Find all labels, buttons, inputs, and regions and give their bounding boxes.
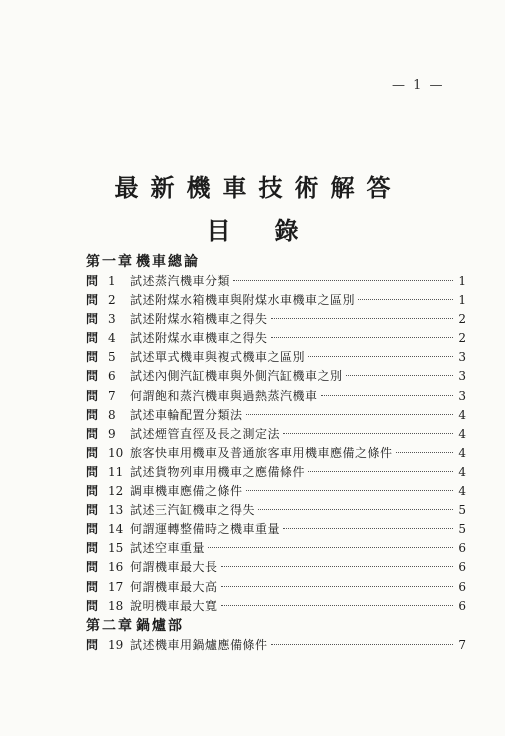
page-ref: 4 bbox=[458, 426, 466, 441]
page-ref: 5 bbox=[458, 503, 466, 518]
entry-text: 試述內側汽缸機車與外側汽缸機車之別 bbox=[130, 369, 343, 384]
question-number: 8 bbox=[108, 407, 116, 422]
page-ref: 6 bbox=[458, 560, 466, 575]
entry-text: 何謂運轉整備時之機車重量 bbox=[130, 522, 281, 537]
question-marker: 問 bbox=[86, 464, 99, 479]
toc-entry[interactable] bbox=[86, 348, 466, 367]
book-title: 最新機車技術解答 bbox=[114, 173, 403, 202]
entry-text: 試述單式機車與複式機車之區別 bbox=[130, 350, 306, 365]
chapter-heading bbox=[86, 252, 466, 272]
toc-entry[interactable] bbox=[86, 578, 466, 597]
question-number: 4 bbox=[108, 331, 116, 346]
page-ref: 6 bbox=[458, 598, 466, 613]
question-marker: 問 bbox=[86, 445, 99, 460]
toc-entry[interactable] bbox=[86, 272, 466, 291]
page-ref: 2 bbox=[458, 331, 466, 346]
page-ref: 4 bbox=[458, 407, 466, 422]
entry-text: 試述附煤水箱機車之得失 bbox=[130, 312, 268, 327]
table-of-contents bbox=[86, 252, 466, 655]
question-number: 12 bbox=[108, 484, 124, 499]
page-ref: 4 bbox=[458, 484, 466, 499]
toc-entry[interactable] bbox=[86, 425, 466, 444]
leader-dots bbox=[246, 414, 453, 415]
entry-text: 說明機車最大寬 bbox=[130, 598, 218, 613]
question-marker: 問 bbox=[86, 484, 99, 499]
page-ref: 7 bbox=[458, 637, 466, 652]
toc-entry[interactable] bbox=[86, 539, 466, 558]
page-ref: 3 bbox=[458, 388, 466, 403]
entry-text: 調車機車應備之條件 bbox=[130, 484, 243, 499]
entry-text: 旅客快車用機車及普通旅客車用機車應備之條件 bbox=[130, 445, 393, 460]
chapter-label: 第二章 bbox=[86, 617, 134, 634]
toc-entry[interactable] bbox=[86, 482, 466, 501]
leader-dots bbox=[271, 644, 453, 645]
toc-entry[interactable] bbox=[86, 501, 466, 520]
page-ref: 6 bbox=[458, 579, 466, 594]
question-number: 13 bbox=[108, 503, 124, 518]
toc-entry[interactable] bbox=[86, 406, 466, 425]
question-number: 5 bbox=[108, 350, 116, 365]
entry-text: 試述機車用鍋爐應備條件 bbox=[130, 637, 268, 652]
page-ref: 2 bbox=[458, 312, 466, 327]
entry-text: 試述空車重量 bbox=[130, 541, 206, 556]
question-marker: 問 bbox=[86, 579, 99, 594]
leader-dots bbox=[283, 528, 453, 529]
toc-entry[interactable] bbox=[86, 597, 466, 616]
question-number: 16 bbox=[108, 560, 124, 575]
page-ref: 5 bbox=[458, 522, 466, 537]
toc-entry[interactable] bbox=[86, 444, 466, 463]
page-ref: 3 bbox=[458, 369, 466, 384]
leader-dots bbox=[321, 395, 453, 396]
page-ref: 6 bbox=[458, 541, 466, 556]
toc-entry[interactable] bbox=[86, 387, 466, 406]
page-ref: 4 bbox=[458, 464, 466, 479]
entry-text: 何謂飽和蒸汽機車與過熱蒸汽機車 bbox=[130, 388, 318, 403]
leader-dots bbox=[246, 490, 453, 491]
entry-text: 試述蒸汽機車分類 bbox=[130, 274, 231, 288]
entry-text: 何謂機車最大高 bbox=[130, 579, 218, 594]
leader-dots bbox=[233, 280, 453, 281]
question-number: 15 bbox=[108, 541, 124, 556]
question-number: 17 bbox=[108, 579, 124, 594]
toc-entry[interactable] bbox=[86, 329, 466, 348]
leader-dots bbox=[346, 375, 453, 376]
question-marker: 問 bbox=[86, 541, 99, 556]
entry-text: 何謂機車最大長 bbox=[130, 560, 218, 575]
question-marker: 問 bbox=[86, 293, 99, 308]
question-marker: 問 bbox=[86, 522, 99, 537]
question-number: 2 bbox=[108, 293, 116, 308]
question-number: 11 bbox=[108, 464, 124, 479]
toc-entry[interactable] bbox=[86, 520, 466, 539]
question-number: 7 bbox=[108, 388, 116, 403]
question-marker: 問 bbox=[86, 312, 99, 327]
toc-heading: 目錄 bbox=[206, 216, 343, 245]
question-marker: 問 bbox=[86, 407, 99, 422]
leader-dots bbox=[396, 452, 453, 453]
entry-text: 試述車輪配置分類法 bbox=[130, 407, 243, 422]
entry-text: 試述貨物列車用機車之應備條件 bbox=[130, 464, 306, 479]
toc-entry[interactable] bbox=[86, 636, 466, 655]
question-marker: 問 bbox=[86, 331, 99, 346]
leader-dots bbox=[358, 299, 453, 300]
question-number: 19 bbox=[108, 637, 124, 652]
question-marker: 問 bbox=[86, 388, 99, 403]
chapter-label: 第一章 bbox=[86, 254, 134, 270]
question-marker: 問 bbox=[86, 369, 99, 384]
toc-entry[interactable] bbox=[86, 291, 466, 310]
chapter-heading bbox=[86, 616, 466, 636]
entry-text: 試述附煤水車機車之得失 bbox=[130, 331, 268, 346]
question-number: 3 bbox=[108, 312, 116, 327]
leader-dots bbox=[308, 356, 453, 357]
page-number: — 1 — bbox=[392, 78, 445, 93]
leader-dots bbox=[308, 471, 453, 472]
question-number: 18 bbox=[108, 598, 124, 613]
question-marker: 問 bbox=[86, 637, 99, 652]
leader-dots bbox=[258, 509, 453, 510]
question-marker: 問 bbox=[86, 426, 99, 441]
leader-dots bbox=[271, 337, 453, 338]
question-marker: 問 bbox=[86, 503, 99, 518]
question-marker: 問 bbox=[86, 274, 99, 288]
toc-entry[interactable] bbox=[86, 310, 466, 329]
entry-text: 試述三汽缸機車之得失 bbox=[130, 503, 256, 518]
page-ref: 1 bbox=[458, 293, 466, 308]
question-number: 1 bbox=[108, 274, 116, 288]
question-marker: 問 bbox=[86, 598, 99, 613]
question-number: 6 bbox=[108, 369, 116, 384]
chapter-title: 機車總論 bbox=[136, 254, 200, 270]
leader-dots bbox=[283, 433, 453, 434]
page-ref: 1 bbox=[458, 274, 466, 288]
leader-dots bbox=[221, 605, 453, 606]
page-ref: 4 bbox=[458, 445, 466, 460]
page-ref: 3 bbox=[458, 350, 466, 365]
question-marker: 問 bbox=[86, 350, 99, 365]
question-number: 14 bbox=[108, 522, 124, 537]
toc-entry[interactable] bbox=[86, 367, 466, 386]
question-marker: 問 bbox=[86, 560, 99, 575]
toc-entry[interactable] bbox=[86, 558, 466, 577]
question-number: 9 bbox=[108, 426, 116, 441]
leader-dots bbox=[271, 318, 453, 319]
leader-dots bbox=[221, 586, 453, 587]
entry-text: 試述煙管直徑及長之測定法 bbox=[130, 426, 281, 441]
toc-entry[interactable] bbox=[86, 463, 466, 482]
leader-dots bbox=[221, 566, 453, 567]
chapter-title: 鍋爐部 bbox=[136, 617, 184, 634]
entry-text: 試述附煤水箱機車與附煤水車機車之區別 bbox=[130, 293, 356, 308]
leader-dots bbox=[208, 547, 453, 548]
question-number: 10 bbox=[108, 445, 124, 460]
